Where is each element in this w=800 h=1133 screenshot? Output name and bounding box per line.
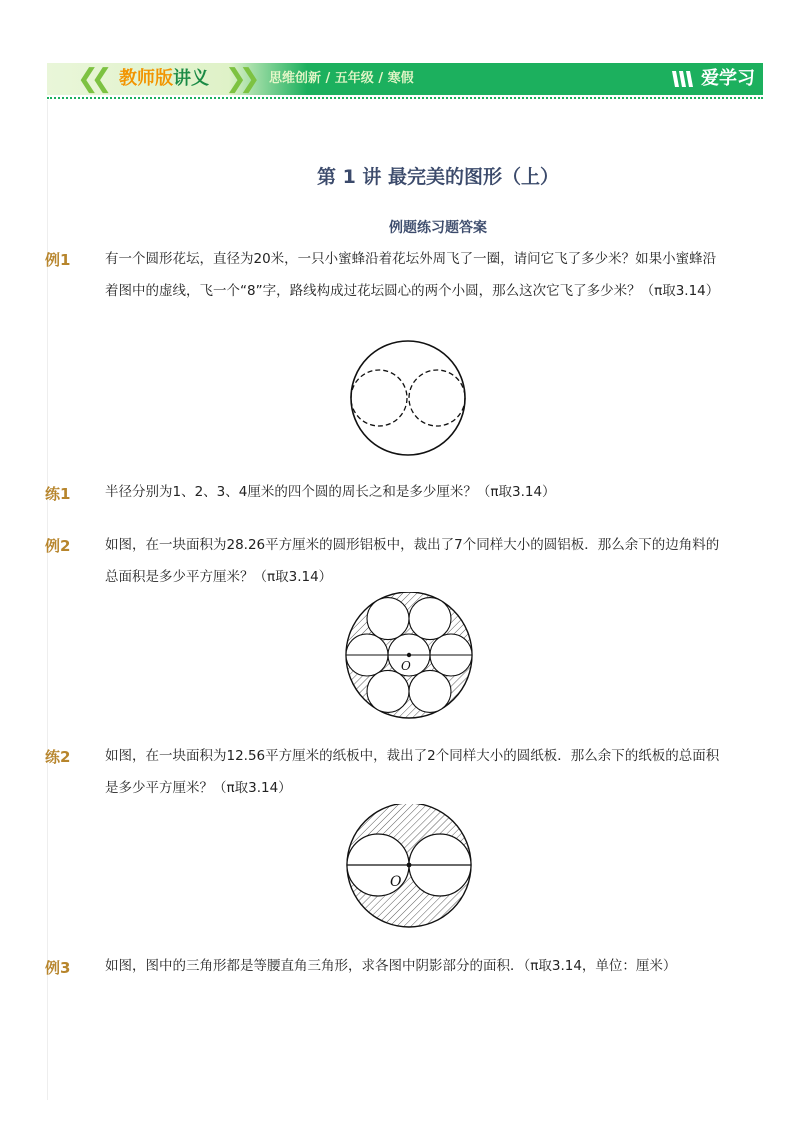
problem-label-2: 练1: [45, 485, 71, 503]
header-title-main: 教师版: [119, 68, 173, 89]
header-title: [119, 67, 209, 91]
problem-text-4: 如图，在一块面积为12.56平方厘米的纸板中，裁出了2个同样大小的圆纸板．那么余下的纸板的总面积是多少平方厘米？（π取3.14）: [105, 748, 720, 796]
problem-text-3: 如图，在一块面积为28.26平方厘米的圆形铝板中，裁出了7个同样大小的圆铝板．那么余下的边角料的总面积是多少平方厘米？（π取3.14）: [105, 537, 720, 585]
small-circle-top-right: [409, 598, 451, 640]
brand-name: 爱学习: [701, 68, 755, 89]
breadcrumb: 思维创新 / 五年级 / 寒假: [269, 71, 414, 86]
figure-seven-circles: [340, 592, 478, 722]
big-circle: [351, 341, 465, 455]
problem-label-3: 例2: [45, 537, 71, 555]
dashed-circle-right: [409, 370, 465, 426]
figure-two-circles: [342, 804, 476, 930]
brand-mark-icon: [671, 69, 697, 89]
chevron-left-icon: ❮❮: [77, 64, 105, 94]
small-circle-top-left: [367, 598, 409, 640]
problem-label-4: 练2: [45, 748, 71, 766]
header-dotted-divider: [47, 97, 763, 99]
figure-flower-bed: [345, 338, 471, 460]
page-subtitle: 例题练习题答案: [389, 220, 487, 236]
center-dot: [407, 863, 412, 868]
header-title-accent: 讲义: [173, 68, 209, 89]
page-title: 第 1 讲 最完美的图形（上）: [316, 166, 560, 188]
problem-text-1: 有一个圆形花坛，直径为20米，一只小蜜蜂沿着花坛外周飞了一圈，请问它飞了多少米？如果小蜜蜂沿着图中的虚线，飞一个“8”字，路线构成过花坛圆心的两个小圆，那么这次它飞了多少米？（π取3.14）: [105, 251, 720, 299]
problem-label-5: 例3: [45, 959, 71, 977]
center-label: O: [401, 659, 411, 673]
problem-text-5: 如图，图中的三角形都是等腰直角三角形，求各图中阴影部分的面积．（π取3.14，单位：厘米）: [105, 958, 677, 974]
header-banner: [47, 63, 763, 95]
problem-text-2: 半径分别为1、2、3、4厘米的四个圆的周长之和是多少厘米？（π取3.14）: [105, 484, 556, 500]
small-circle-bottom-right: [409, 670, 451, 712]
brand-logo: [671, 67, 755, 91]
small-circle-bottom-left: [367, 670, 409, 712]
dashed-circle-left: [351, 370, 407, 426]
problem-label-1: 例1: [45, 251, 71, 269]
center-label: O: [390, 874, 402, 890]
center-dot: [407, 653, 411, 657]
chevron-right-icon: ❯❯: [225, 64, 253, 94]
